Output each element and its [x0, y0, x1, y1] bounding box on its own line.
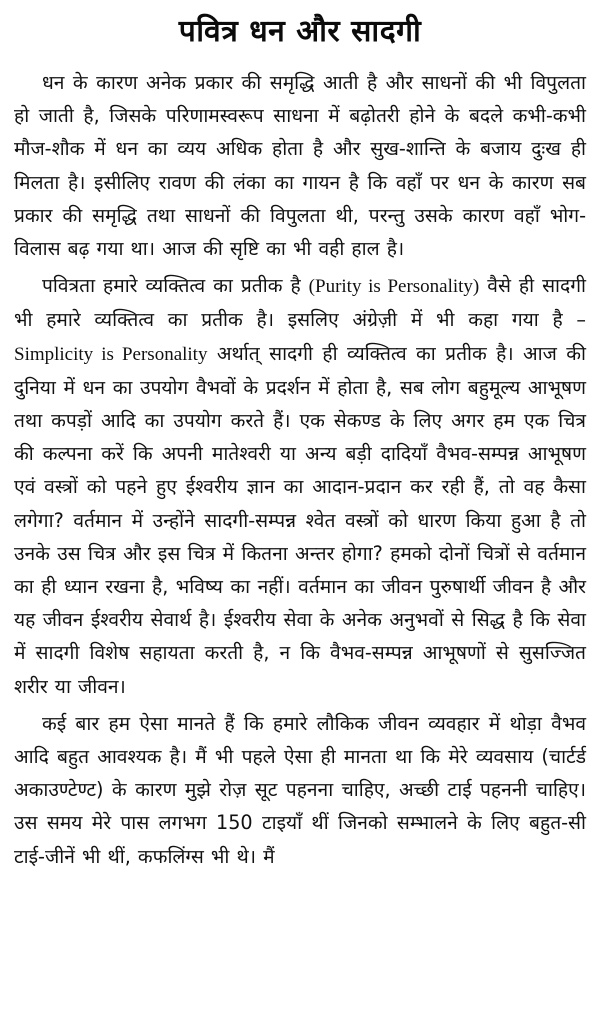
paragraph2-text-part1: पवित्रता हमारे व्यक्तित्व का प्रतीक है — [42, 274, 309, 298]
paragraph-purity-personality — [14, 269, 586, 703]
english-phrase-simplicity: Simplicity is Personality — [14, 343, 208, 365]
page-title: पवित्र धन और सादगी — [178, 14, 422, 49]
english-phrase-purity: (Purity is Personality) — [308, 276, 480, 298]
paragraph-wealth-and-prosperity: धन के कारण अनेक प्रकार की समृद्धि आती है और साधनों की भी विपुलता हो जाती है, जिसके परिणामस्वरूप साधना में बढ़ोतरी होने के बदले कभी-कभी मौज-शौक में धन का व्यय अधिक होता है और सुख-शान्ति के बजाय दुःख ही मिलता है। इसीलिए रावण की लंका का गायन है कि वहाँ पर धन के कारण सब प्रकार की समृद्धि तथा साधनों की विपुलता थी, परन्तु उसके कारण वहाँ भोग-विलास बढ़ गया था। आज की सृष्टि का भी वही हाल है। — [14, 71, 586, 261]
paragraph2-text-part3: अर्थात् सादगी ही व्यक्तित्व का प्रतीक है। आज की दुनिया में धन का उपयोग वैभवों के प्रदर्शन में होता है, सब लोग बहुमूल्य आभूषण तथा कपड़ों आदि का उपयोग करते हैं। एक सेकण्ड के लिए अगर हम एक चित्र की कल्पना करें कि अपनी मातेश्वरी या अन्य बड़ी दादियाँ वैभव-सम्पन्न आभूषण एवं वस्त्रों को पहने हुए ईश्वरीय ज्ञान का आदान-प्रदान कर रही हैं, तो वह कैसा लगेगा? वर्तमान में उन्होंने सादगी-सम्पन्न श्वेत वस्त्रों को धारण किया हुआ है तो उनके उस चित्र और इस चित्र में कितना अन्तर होगा? हमको दोनों चित्रों से वर्तमान का ही ध्यान रखना है, भविष्य का नहीं। वर्तमान का जीवन पुरुषार्थी जीवन है और यह जीवन ईश्वरीय सेवार्थ है। ईश्वरीय सेवा के अनेक अनुभवों से सिद्ध है कि सेवा में सादगी विशेष सहायता करती है, न कि वैभव-सम्पन्न आभूषणों से सुसज्जित शरीर या जीवन। — [14, 341, 586, 698]
paragraph-personal-experience: कई बार हम ऐसा मानते हैं कि हमारे लौकिक जीवन व्यवहार में थोड़ा वैभव आदि बहुत आवश्यक है। मैं भी पहले ऐसा ही मानता था कि मेरे व्यवसाय (चार्टर्ड अकाउण्टेण्ट) के कारण मुझे रोज़ सूट पहनना चाहिए, अच्छी टाई पहननी चाहिए। उस समय मेरे पास लगभग 150 टाइयाँ थीं जिनको सम्भालने के लिए बहुत-सी टाई-जीनें भी थीं, कफलिंग्स भी थे। मैं — [14, 711, 586, 868]
paragraph2-text-part2: वैसे ही सादगी भी हमारे व्यक्तित्व का प्रतीक है। इसलिए अंग्रेज़ी में भी कहा गया है – — [14, 274, 586, 332]
